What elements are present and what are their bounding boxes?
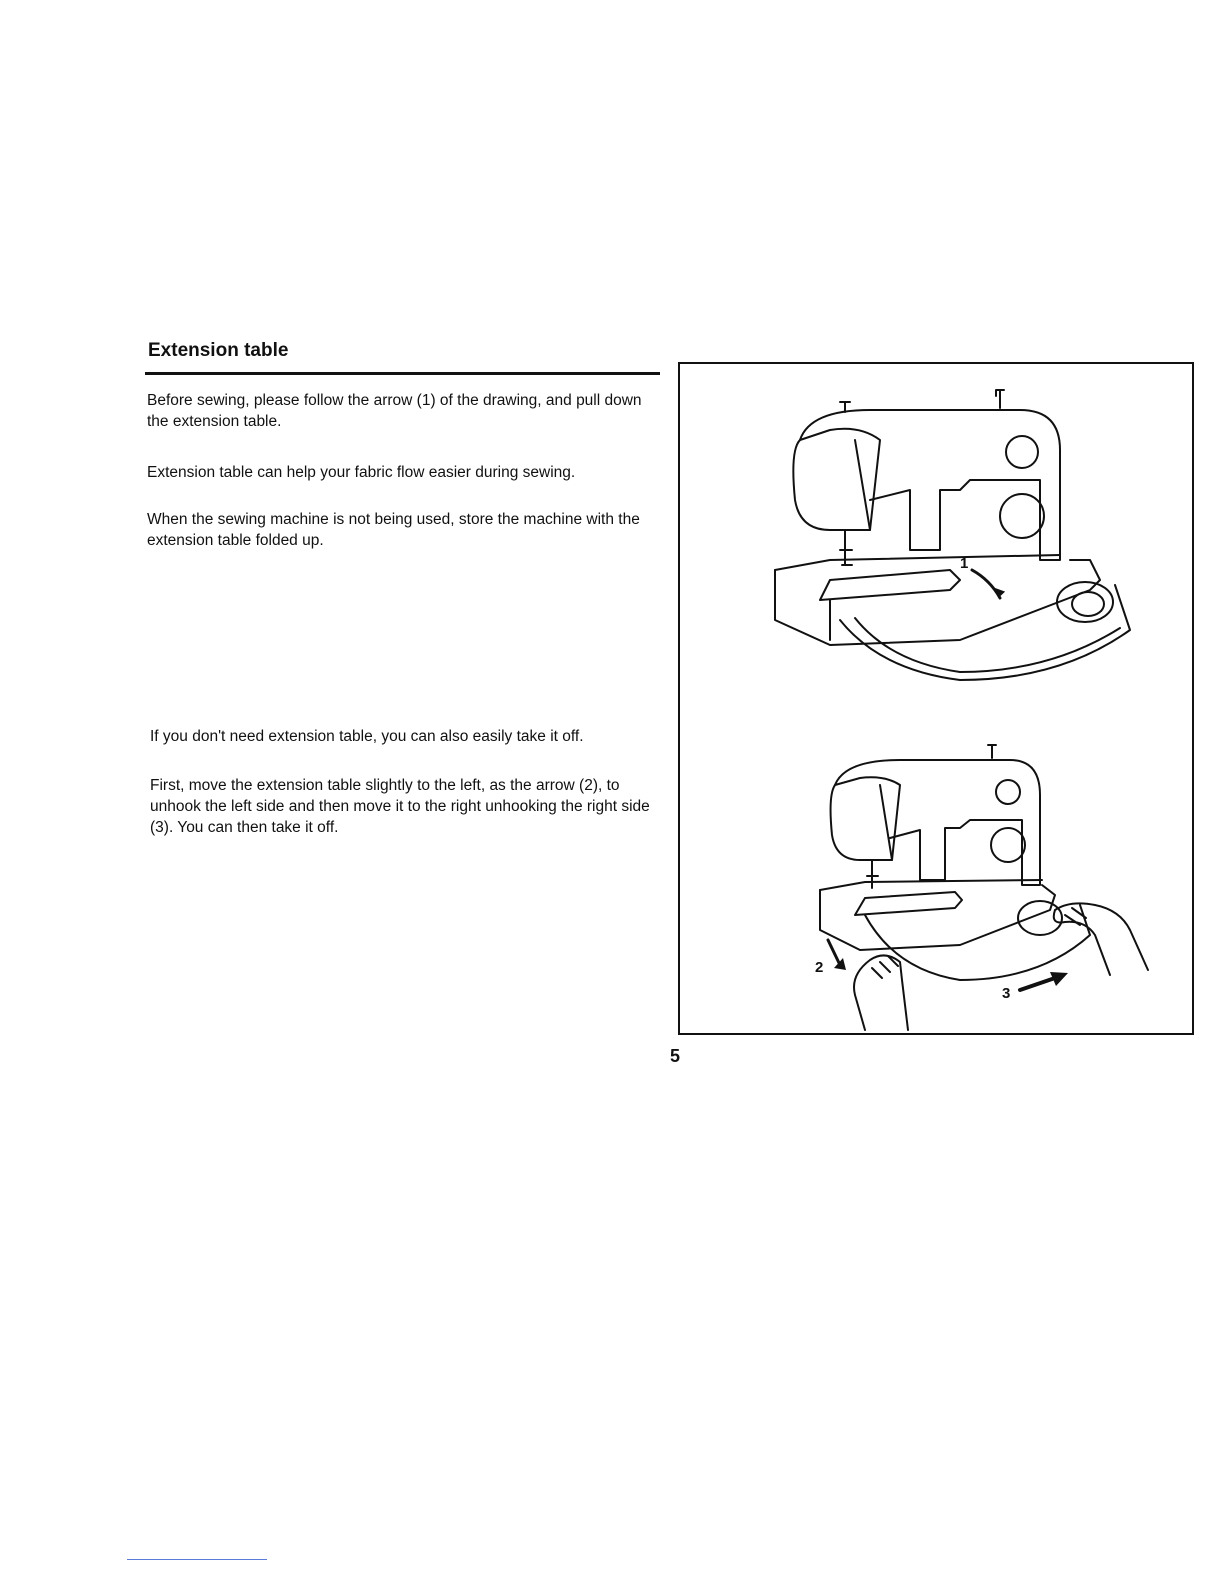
sewing-machine-pull-down-illustration (760, 380, 1150, 700)
section-title: Extension table (148, 340, 289, 361)
paragraph-fabric-flow: Extension table can help your fabric flow easier during sewing. (147, 464, 576, 481)
paragraph-take-off: If you don't need extension table, you can also easily take it off. (150, 728, 584, 745)
paragraph-unhook-steps: First, move the extension table slightly to the left, as the arrow (2), to unhook the left side and then move it to the right unhooking the right side (3). You can then take it off. (150, 777, 650, 836)
paragraph-pull-down: Before sewing, please follow the arrow (1) of the drawing, and pull down the extension table. (147, 392, 642, 430)
title-underline (145, 372, 660, 375)
sewing-machine-remove-table-illustration (810, 740, 1160, 1035)
footer-divider (127, 1559, 267, 1560)
callout-2: 2 (815, 959, 824, 976)
page-number: 5 (670, 1046, 681, 1066)
paragraph-storage: When the sewing machine is not being used, store the machine with the extension table folded up. (147, 511, 640, 549)
callout-1: 1 (960, 555, 969, 572)
callout-3: 3 (1002, 985, 1011, 1002)
